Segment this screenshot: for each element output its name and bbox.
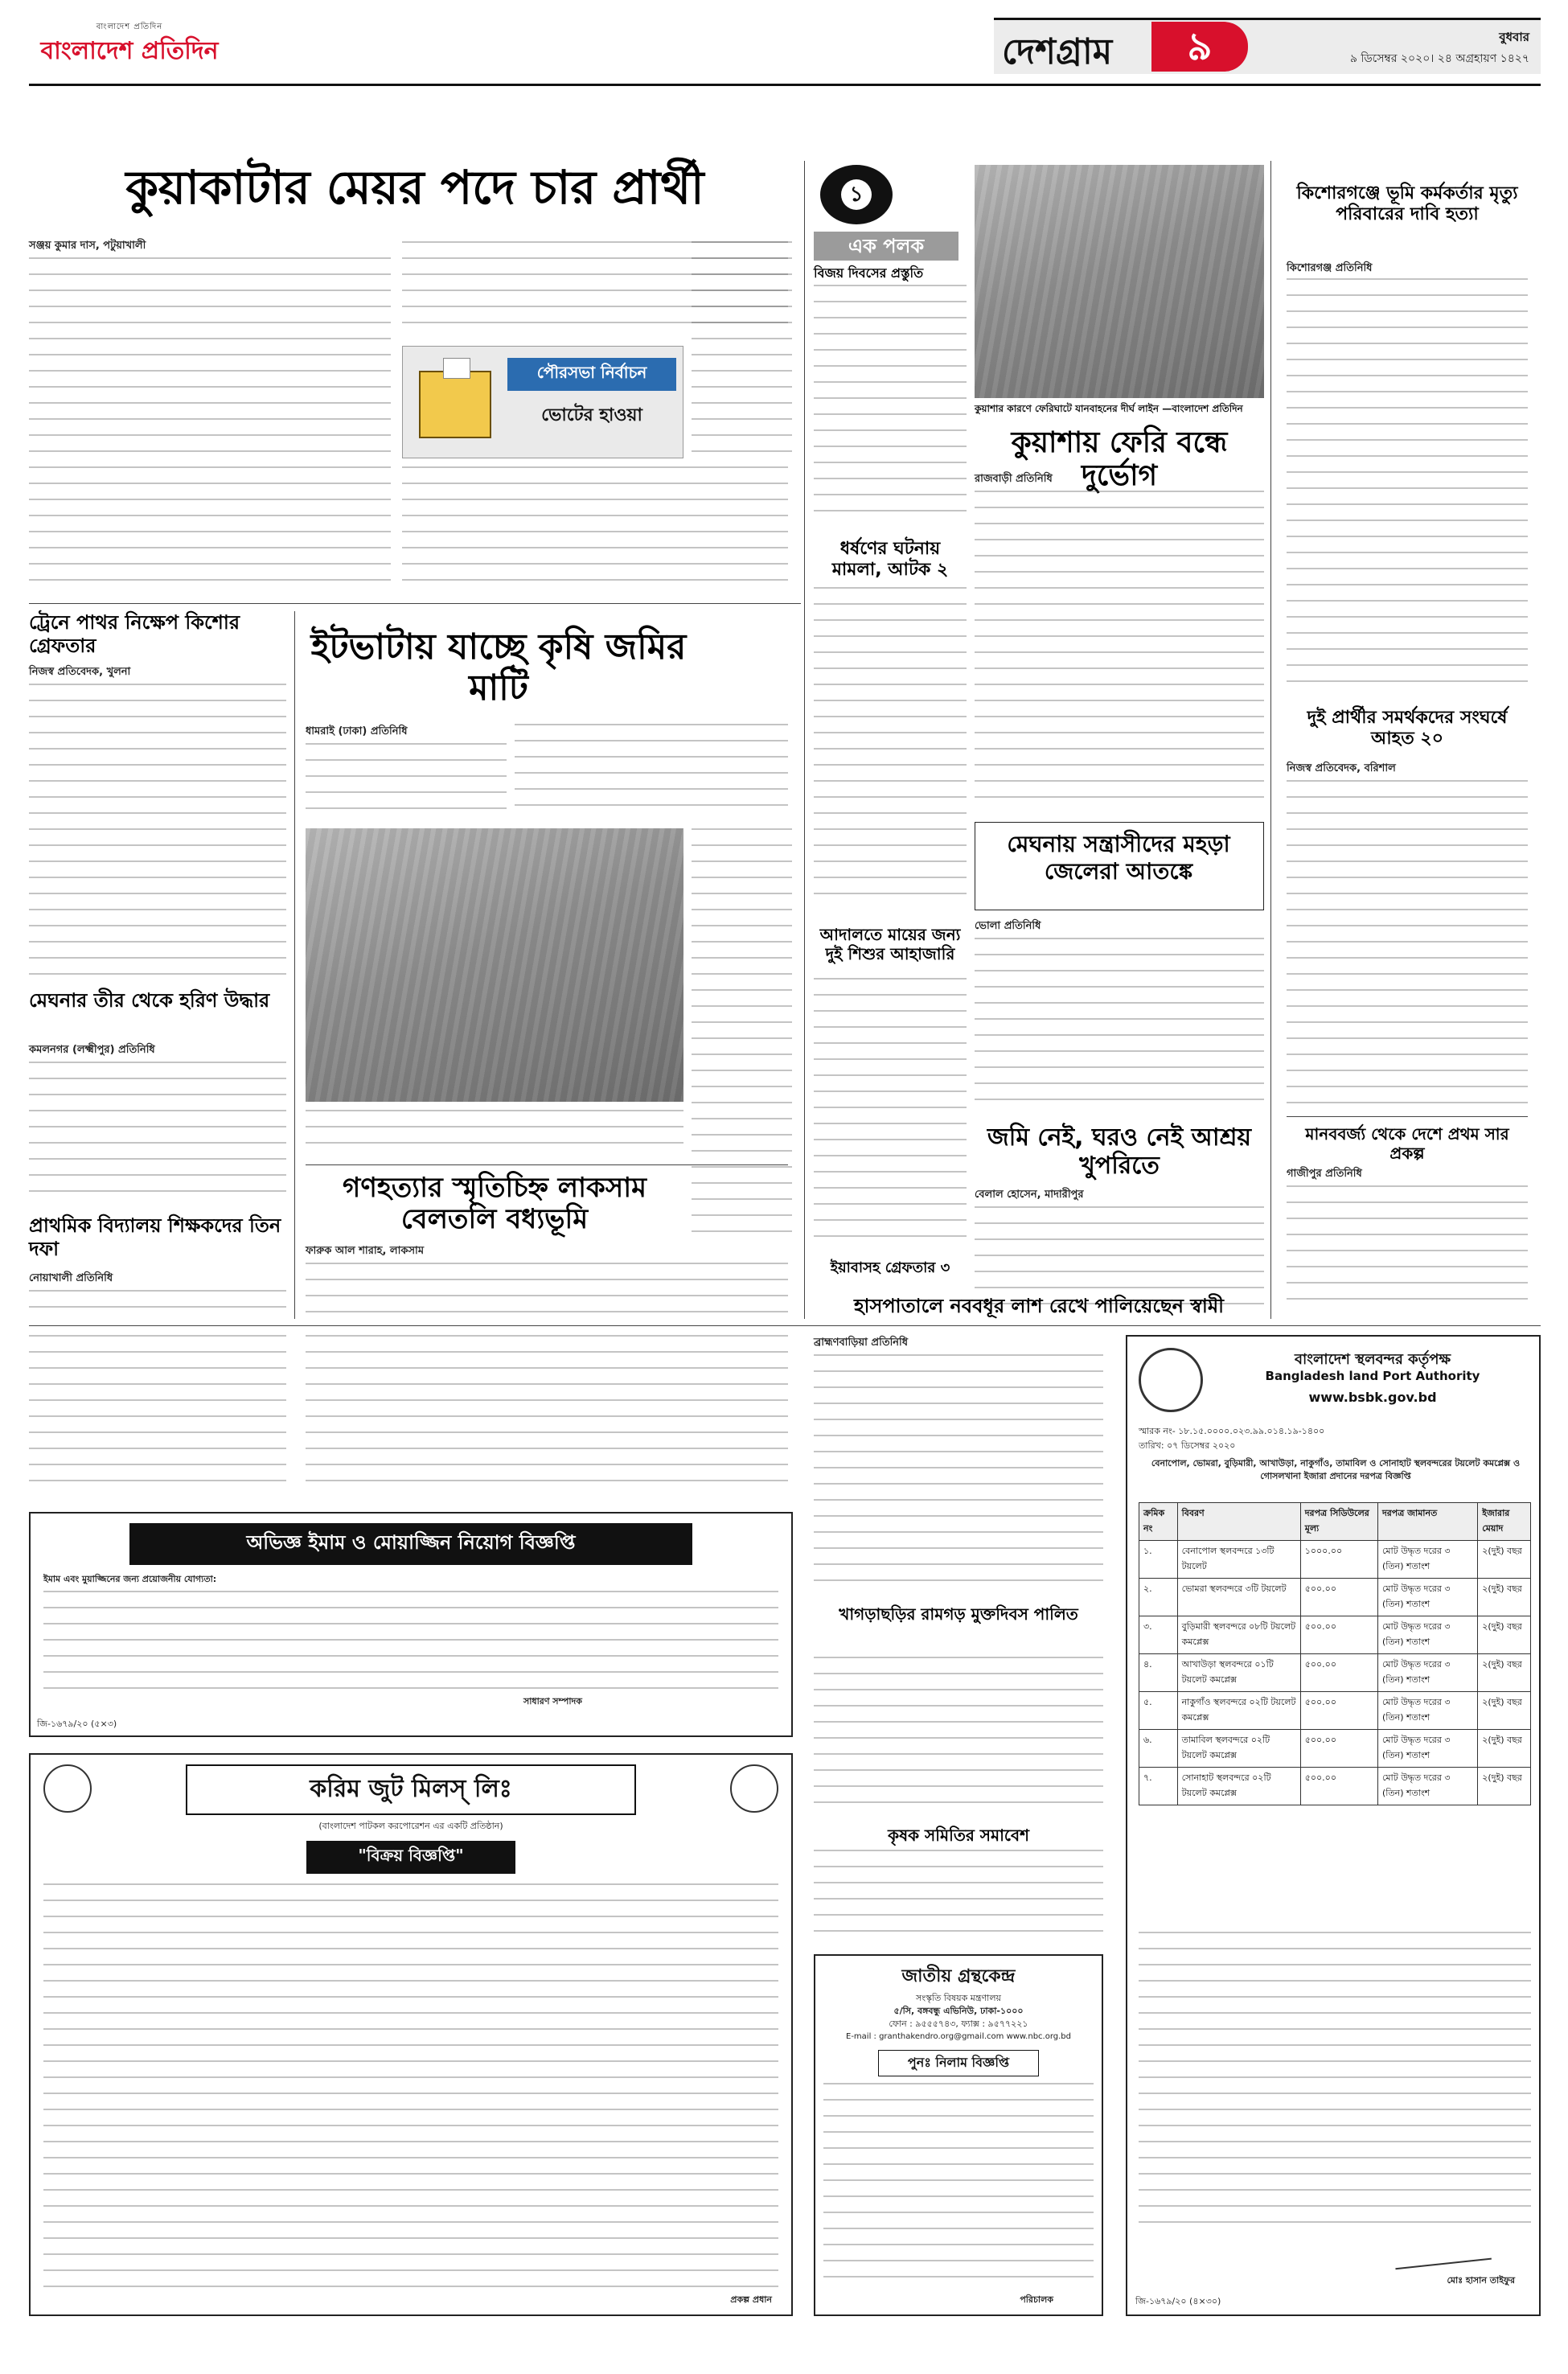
ballot-box-icon <box>419 371 491 438</box>
cell: ২(দুই) বছর <box>1478 1616 1531 1654</box>
meghna-pirates-headline: মেঘনায় সন্ত্রাসীদের মহড়া জেলেরা আতঙ্কে <box>1007 831 1230 885</box>
landport-website: www.bsbk.gov.bd <box>1308 1390 1437 1405</box>
table-row <box>1139 1692 1531 1730</box>
kishoreganj-headline: কিশোরগঞ্জে ভূমি কর্মকর্তার মৃত্যু পরিবারের দাবি হত্যা <box>1296 183 1518 225</box>
cell: ৬. <box>1139 1730 1178 1768</box>
ad-imam-body <box>43 1591 778 1703</box>
cell: ২(দুই) বছর <box>1478 1654 1531 1692</box>
th-desc: বিবরণ <box>1177 1503 1300 1541</box>
primary-byline: নোয়াখালী প্রতিনিধি <box>29 1272 113 1284</box>
cell: ২. <box>1139 1579 1178 1616</box>
page-number: ৯ <box>1187 24 1213 69</box>
ek-polok-label: এক পলক <box>814 232 958 261</box>
table-row <box>1139 1768 1531 1805</box>
ad-karim-notice: "বিক্রয় বিজ্ঞপ্তি" <box>306 1841 515 1874</box>
meghna-deer-headline: মেঘনার তীর থেকে হরিণ উদ্ধার <box>29 989 270 1012</box>
landport-table <box>1139 1502 1531 1805</box>
ek-polok-text-5 <box>814 1657 1103 1817</box>
lead-byline: সঞ্জয় কুমার দাস, পটুয়াখালী <box>29 240 146 252</box>
cell: ৫০০.০০ <box>1300 1616 1377 1654</box>
landport-ref: স্মারক নং- ১৮.১৫.০০০০.০২৩.৯৯.০১৪.১৯-১৪০০ <box>1139 1426 1325 1436</box>
fog-body <box>975 491 1264 812</box>
cell: বেনাপোল স্থলবন্দরে ১৩টি টয়লেট <box>1177 1541 1300 1579</box>
inset-title: পৌরসভা নির্বাচন <box>507 358 676 391</box>
table-header-row <box>1139 1503 1531 1541</box>
ad-imam-subtitle: ইমাম এবং মুয়াজ্জিনের জন্য প্রয়োজনীয় যোগ্যতা: <box>43 1574 217 1584</box>
landport-table-wrap <box>1139 1502 1531 1805</box>
ek-polok-item-4: ইয়াবাসহ গ্রেফতার ৩ <box>830 1259 950 1276</box>
issue-day: বুধবার <box>1499 30 1529 44</box>
ad-karim-title: করিম জুট মিলস্ লিঃ <box>186 1764 636 1815</box>
cell: ২(দুই) বছর <box>1478 1730 1531 1768</box>
ad-karim-body <box>43 1883 778 2302</box>
ek-polok-item-3: আদালতে মায়ের জন্য দুই শিশুর আহাজারি <box>819 925 961 963</box>
cell: ৫০০.০০ <box>1300 1692 1377 1730</box>
cell: ৫০০.০০ <box>1300 1730 1377 1768</box>
train-byline: নিজস্ব প্রতিবেদক, খুলনা <box>29 666 131 678</box>
cell: ৫০০.০০ <box>1300 1768 1377 1805</box>
cell: ৭. <box>1139 1768 1178 1805</box>
brick-body-1 <box>306 743 507 824</box>
cell: ১. <box>1139 1541 1178 1579</box>
train-headline: ট্রেনে পাথর নিক্ষেপ কিশোর গ্রেফতার <box>29 611 240 657</box>
clash-headline: দুই প্রার্থীর সমর্থকদের সংঘর্ষে আহত ২০ <box>1307 708 1508 750</box>
masthead <box>29 14 1541 92</box>
fog-photo <box>975 165 1264 398</box>
cell: মোট উদ্ধৃত দরের ৩ (তিন) শতাংশ <box>1377 1730 1477 1768</box>
cell: ২(দুই) বছর <box>1478 1768 1531 1805</box>
cell: তামাবিল স্থলবন্দরে ০২টি টয়লেট কমপ্লেক্স <box>1177 1730 1300 1768</box>
cell: সোনাহাট স্থলবন্দরে ০২টি টয়লেট কমপ্লেক্স <box>1177 1768 1300 1805</box>
ad-gk-phone: ফোন : ৯৫৫৫৭৪৩, ফ্যাক্স : ৯৫৭৭২২১ <box>889 2019 1028 2029</box>
cell: ২(দুই) বছর <box>1478 1692 1531 1730</box>
landport-signature <box>1394 2241 1492 2269</box>
kishoreganj-byline: কিশোরগঞ্জ প্রতিনিধি <box>1287 262 1373 274</box>
lead-headline: কুয়াকাটার মেয়র পদে চার প্রার্থী <box>125 160 704 215</box>
ad-landport <box>1126 1335 1541 2316</box>
th-price: দরপত্র সিডিউলের মূল্য <box>1300 1503 1377 1541</box>
meghna-pirates-byline: ভোলা প্রতিনিধি <box>975 920 1041 932</box>
brick-body-3 <box>692 828 792 1247</box>
ad-karim <box>29 1753 793 2316</box>
ad-imam-signer: সাধারণ সম্পাদক <box>523 1696 582 1707</box>
ek-polok-item-2: ধর্ষণের ঘটনায় মামলা, আটক ২ <box>831 539 949 581</box>
lead-body-col4 <box>692 241 792 458</box>
primary-body <box>29 1290 286 1322</box>
landport-title-en: Bangladesh land Port Authority <box>1265 1369 1480 1383</box>
cell: ৫. <box>1139 1692 1178 1730</box>
ad-imam <box>29 1512 793 1737</box>
ek-polok-item-1: বিজয় দিবসের প্রস্তুতি <box>814 265 924 281</box>
ad-imam-title: অভিজ্ঞ ইমাম ও মোয়াজ্জিন নিয়োগ বিজ্ঞপ্তি <box>129 1523 692 1565</box>
cell: ভোমরা স্থলবন্দরে ৩টি টয়লেট <box>1177 1579 1300 1616</box>
landport-terms <box>1139 1932 1531 2237</box>
section-band <box>994 18 1541 74</box>
logo <box>29 21 230 79</box>
ad-gk-signer: পরিচালক <box>1020 2294 1053 2305</box>
ad-granthakendra <box>814 1954 1103 2316</box>
train-body <box>29 684 286 981</box>
landport-logo <box>1139 1348 1203 1412</box>
ek-polok-item-6: কৃষক সমিতির সমাবেশ <box>888 1826 1029 1845</box>
ek-polok-item-5: খাগড়াছড়ির রামগড় মুক্তদিবস পালিত <box>839 1604 1078 1624</box>
cell: ১০০০.০০ <box>1300 1541 1377 1579</box>
ad-gk-body <box>823 2083 1094 2292</box>
lower-col-2 <box>306 1335 788 1496</box>
ad-gk-email: E-mail : granthakendro.org@gmail.com www.nbc.org.bd <box>846 2032 1071 2041</box>
meghna-deer-body <box>29 1062 286 1206</box>
cell: মোট উদ্ধৃত দরের ৩ (তিন) শতাংশ <box>1377 1616 1477 1654</box>
laksam-byline: ফারুক আল শারাহ, লাকসাম <box>306 1245 425 1257</box>
lead-body-col1 <box>29 257 391 595</box>
clash-byline: নিজস্ব প্রতিবেদক, বরিশাল <box>1287 762 1396 774</box>
th-period: ইজারার মেয়াদ <box>1478 1503 1531 1541</box>
landport-code: জি-১৬৭৯/২০ (৪×৩০) <box>1135 2296 1221 2306</box>
brick-body-2 <box>515 724 788 820</box>
landport-title-bn: বাংলাদেশ স্থলবন্দর কর্তৃপক্ষ <box>1294 1351 1451 1368</box>
cell: ২(দুই) বছর <box>1478 1579 1531 1616</box>
masthead-rule <box>29 84 1541 86</box>
hospital-byline: ব্রাহ্মণবাড়িয়া প্রতিনিধি <box>814 1337 909 1349</box>
cell: মোট উদ্ধৃত দরের ৩ (তিন) শতাংশ <box>1377 1692 1477 1730</box>
fog-caption: কুয়াশার কারণে ফেরিঘাটে যানবাহনের দীর্ঘ লাইন —বাংলাদেশ প্রতিদিন <box>975 403 1243 414</box>
meghna-pirates-body <box>975 938 1264 1115</box>
cell: ৫০০.০০ <box>1300 1654 1377 1692</box>
laksam-headline: গণহত্যার স্মৃতিচিহ্ন লাকসাম বেলতলি বধ্যভূমি <box>343 1172 646 1236</box>
ek-polok-text-3 <box>814 978 967 1251</box>
table-row <box>1139 1616 1531 1654</box>
cell: ২(দুই) বছর <box>1478 1541 1531 1579</box>
clash-body <box>1287 780 1528 1110</box>
laksam-body <box>306 1263 788 1319</box>
cell: নাকুগাঁও স্থলবন্দরে ০২টি টয়লেট কমপ্লেক্স <box>1177 1692 1300 1730</box>
cell: বুড়িমারী স্থলবন্দরে ০৮টি টয়লেট কমপ্লেক্স <box>1177 1616 1300 1654</box>
brick-photo <box>306 828 683 1102</box>
cell: মোট উদ্ধৃত দরের ৩ (তিন) শতাংশ <box>1377 1654 1477 1692</box>
karim-logo-right <box>730 1764 778 1813</box>
section-title: দেশগ্রাম <box>1002 31 1113 72</box>
lead-body-col3 <box>402 466 788 595</box>
ek-polok-text-2 <box>814 587 967 909</box>
ek-polok-number: ১ <box>841 179 872 210</box>
manobbojro-body <box>1287 1185 1528 1314</box>
landport-date: তারিখ: ০৭ ডিসেম্বর ২০২০ <box>1139 1440 1236 1451</box>
th-serial: ক্রমিক নং <box>1139 1503 1178 1541</box>
ad-imam-code: জি-১৬৭৯/২০ (৫×৩) <box>37 1719 117 1729</box>
kishoreganj-body <box>1287 278 1528 696</box>
table-row <box>1139 1579 1531 1616</box>
fog-headline: কুয়াশায় ফেরি বন্ধে দুর্ভোগ <box>1011 426 1228 493</box>
hospital-body <box>814 1354 1103 1596</box>
issue-date: ৯ ডিসেম্বর ২০২০। ২৪ অগ্রহায়ণ ১৪২৭ <box>1349 52 1529 65</box>
ek-polok-eye-icon <box>820 165 893 224</box>
cell: আখাউড়া স্থলবন্দরে ০১টি টয়লেট কমপ্লেক্স <box>1177 1654 1300 1692</box>
cell: মোট উদ্ধৃত দরের ৩ (তিন) শতাংশ <box>1377 1768 1477 1805</box>
ad-gk-address: ৫/সি, বঙ্গবন্ধু এভিনিউ, ঢাকা-১০০০ <box>893 2006 1024 2016</box>
th-deposit: দরপত্র জামানত <box>1377 1503 1477 1541</box>
brick-headline: ইটভাটায় যাচ্ছে কৃষি জমির মাটি <box>310 626 687 709</box>
ad-gk-notice: পুনঃ নিলাম বিজ্ঞপ্তি <box>878 2050 1039 2076</box>
ad-gk-ministry: সংস্কৃতি বিষয়ক মন্ত্রণালয় <box>915 1993 1002 2003</box>
hospital-headline: হাসপাতালে নববধূর লাশ রেখে পালিয়েছেন স্বামী <box>853 1295 1225 1317</box>
fog-byline: রাজবাড়ী প্রতিনিধি <box>975 473 1053 485</box>
brick-body-4 <box>306 1110 683 1158</box>
table-row <box>1139 1654 1531 1692</box>
meghna-deer-byline: কমলনগর (লক্ষ্মীপুর) প্রতিনিধি <box>29 1044 155 1056</box>
table-row <box>1139 1730 1531 1768</box>
manobbojro-byline: গাজীপুর প্রতিনিধি <box>1287 1168 1362 1180</box>
page-number-badge <box>1151 22 1248 72</box>
cell: ৪. <box>1139 1654 1178 1692</box>
landport-signer: মোঃ হাসান তাইফুর <box>1447 2275 1515 2286</box>
homeless-byline: বেলাল হোসেন, মাদারীপুর <box>975 1189 1084 1201</box>
table-row <box>1139 1541 1531 1579</box>
cell: মোট উদ্ধৃত দরের ৩ (তিন) শতাংশ <box>1377 1579 1477 1616</box>
homeless-headline: জমি নেই, ঘরও নেই আশ্রয় খুপরিতে <box>987 1123 1252 1180</box>
logo-tagline: বাংলাদেশ প্রতিদিন <box>96 23 163 31</box>
lower-col-1 <box>29 1335 286 1496</box>
ad-karim-signer: প্রকল্প প্রধান <box>730 2294 772 2305</box>
brick-byline: ধামরাই (ঢাকা) প্রতিনিধি <box>306 725 408 737</box>
cell: ৩. <box>1139 1616 1178 1654</box>
ek-polok-text-6 <box>814 1850 1103 1946</box>
karim-logo <box>43 1764 92 1813</box>
ad-karim-subtitle: (বাংলাদেশ পাটকল করপোরেশন এর একটি প্রতিষ্ঠান) <box>318 1821 503 1831</box>
ad-gk-title: জাতীয় গ্রন্থকেন্দ্র <box>901 1966 1016 1986</box>
cell: মোট উদ্ধৃত দরের ৩ (তিন) শতাংশ <box>1377 1541 1477 1579</box>
ek-polok-text-1 <box>814 285 967 526</box>
logo-wordmark: বাংলাদেশ প্রতিদিন <box>40 37 219 65</box>
cell: ৫০০.০০ <box>1300 1579 1377 1616</box>
manobbojro-headline: মানববর্জ্য থেকে দেশে প্রথম সার প্রকল্প <box>1305 1124 1509 1163</box>
primary-headline: প্রাথমিক বিদ্যালয় শিক্ষকদের তিন দফা <box>29 1214 281 1260</box>
inset-subtitle: ভোটের হাওয়া <box>541 405 642 425</box>
landport-subject: বেনাপোল, ভোমরা, বুড়িমারী, আখাউড়া, নাকুগাঁও, তামাবিল ও সোনাহাট স্থলবন্দরের টয়লেট কমপ্লেক্স ও গোসলখানা ইজারা প্রদানের দরপত্র বিজ্ঞপ্তি <box>1151 1458 1521 1481</box>
meghna-pirates-box <box>975 822 1264 910</box>
lead-inset <box>402 346 683 458</box>
